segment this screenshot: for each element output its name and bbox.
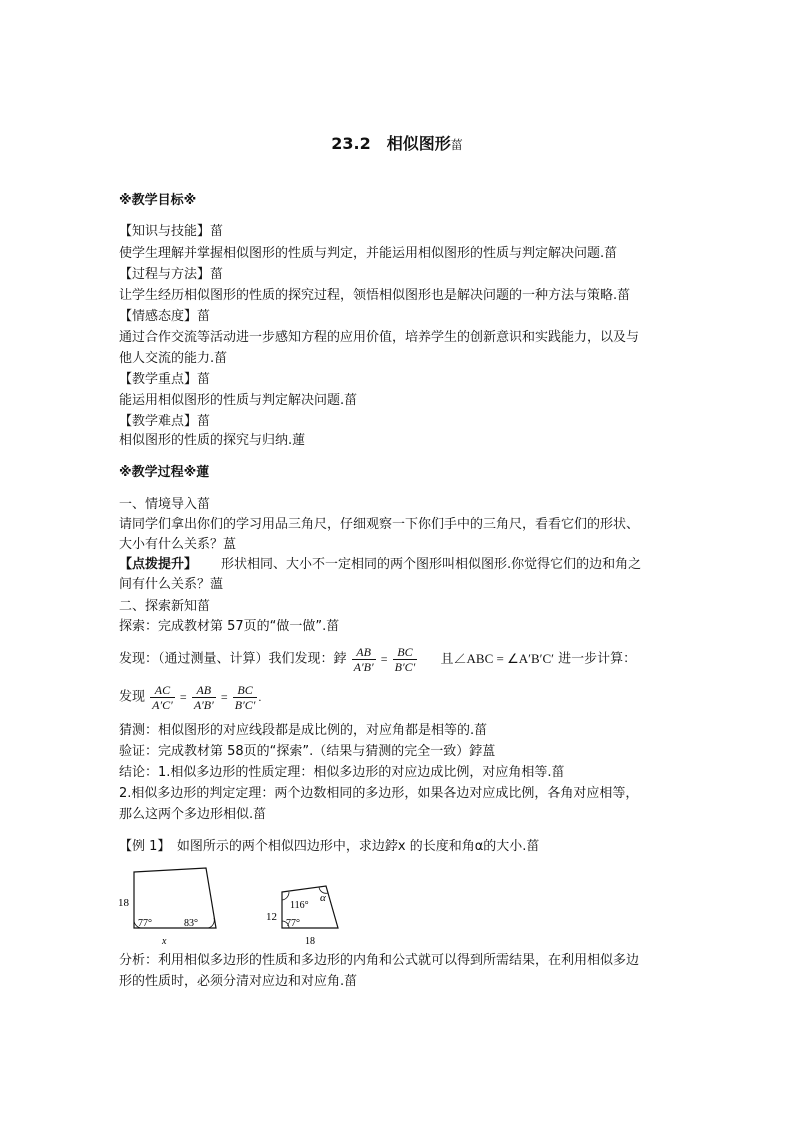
tip-text-1: 形状相同、大小不一定相同的两个图形叫相似图形.你觉得它们的边和角之 bbox=[221, 557, 642, 572]
process-text: 让学生经历相似图形的性质的探究过程，领悟相似图形也是解决问题的一种方法与策略.菑 bbox=[119, 288, 631, 303]
conclusion-1: 结论：1.相似多边形的性质定理：相似多边形的对应边成比例，对应角相等.菑 bbox=[119, 765, 565, 780]
tip-label: 【点拨提升】 bbox=[119, 557, 198, 572]
finding-1-condition: 且∠ABC = ∠A′B′C′ bbox=[440, 651, 555, 666]
finding-1: 发现：（通过测量、计算）我们发现：鋍 $\frac{AB}{A'B'}$ = $\frac{BC}{B'C'}$ 且∠ABC = ∠A′B′C′ 进一步计算： bbox=[119, 644, 637, 674]
fraction-bc-2: $\frac{BC}{B'C'}$ bbox=[234, 682, 256, 712]
attitude-text-2: 他人交流的能力.菑 bbox=[119, 351, 228, 366]
big-bottom-label: x bbox=[162, 936, 167, 947]
explore-text: 探索：完成教材第 57页的“做一做”.菑 bbox=[119, 619, 340, 634]
analysis-1: 分析：利用相似多边形的性质和多边形的内角和公式就可以得到所需结果，在利用相似多边 bbox=[119, 953, 640, 968]
fraction-ac: $\frac{AC}{A'C'}$ bbox=[152, 682, 173, 712]
conclusion-2b: 那么这两个多边形相似.菑 bbox=[119, 807, 267, 822]
finding-1-prefix: 发现：（通过测量、计算）我们发现： bbox=[119, 651, 334, 667]
finding-2: 发现 $\frac{AC}{A'C'}$ = $\frac{AB}{A'B'}$ = $\frac{BC}{B'C'}$ . bbox=[119, 682, 262, 712]
big-left-label: 18 bbox=[118, 897, 129, 909]
key-label: 【教学重点】菑 bbox=[119, 372, 211, 387]
example-1: 【例 1】 如图所示的两个相似四边形中，求边鋍x 的长度和角α的大小.菑 bbox=[119, 839, 540, 854]
section-2-title: 二、探索新知菑 bbox=[119, 599, 211, 614]
attitude-label: 【情感态度】菑 bbox=[119, 309, 211, 324]
section-1-text-2: 大小有什么关系？蒕 bbox=[119, 537, 237, 552]
verify-text: 验证：完成教材第 58页的“探索”.（结果与猜测的完全一致）鋍蒕 bbox=[119, 744, 496, 759]
finding-2-prefix: 发现 bbox=[119, 689, 146, 705]
small-angle-top: 116° bbox=[290, 900, 309, 911]
page-title bbox=[0, 131, 794, 154]
fraction-ab-2: $\frac{AB}{A'B'}$ bbox=[193, 682, 214, 712]
knowledge-text: 使学生理解并掌握相似图形的性质与判定，并能运用相似图形的性质与判定解决问题.菑 bbox=[119, 246, 618, 261]
big-angle-right: 83° bbox=[184, 918, 198, 929]
conclusion-2a: 2.相似多边形的判定定理：两个边数相同的多边形，如果各边对应成比例，各角对应相等， bbox=[119, 786, 639, 801]
small-alpha-label: α bbox=[320, 892, 326, 904]
small-left-label: 12 bbox=[266, 911, 277, 923]
finding-1-suffix: 进一步计算： bbox=[558, 651, 637, 667]
knowledge-label: 【知识与技能】菑 bbox=[119, 224, 224, 239]
fraction-bc: $\frac{BC}{B'C'}$ bbox=[394, 644, 416, 674]
small-angle-bottom: 77° bbox=[286, 918, 300, 929]
attitude-text-1: 通过合作交流等活动进一步感知方程的应用价值，培养学生的创新意识和实践能力，以及与 bbox=[119, 330, 640, 345]
difficulty-label: 【教学难点】菑 bbox=[119, 414, 211, 429]
section-1-title: 一、情境导入菑 bbox=[119, 497, 211, 512]
tip-text-2: 间有什么关系？薀 bbox=[119, 577, 224, 592]
analysis-2: 形的性质时，必须分清对应边和对应角.菑 bbox=[119, 974, 358, 989]
similar-quadrilaterals-figure bbox=[112, 862, 352, 952]
big-angle-left: 77° bbox=[138, 918, 152, 929]
title-main: 23.2 相似图形 bbox=[331, 134, 451, 153]
goals-heading: ※教学目标※ bbox=[119, 193, 197, 208]
tip-line-1 bbox=[119, 556, 641, 574]
process-label: 【过程与方法】菑 bbox=[119, 267, 224, 282]
difficulty-text: 相似图形的性质的探究与归纳.蓮 bbox=[119, 433, 306, 448]
small-bottom-label: 18 bbox=[305, 936, 315, 947]
guess-text: 猜测：相似图形的对应线段都是成比例的，对应角都是相等的.菑 bbox=[119, 723, 488, 738]
title-suffix: 菑 bbox=[450, 138, 463, 152]
process-heading: ※教学过程※蓮 bbox=[119, 465, 210, 480]
finding-1-mark: 鋍 bbox=[333, 651, 347, 667]
key-text: 能运用相似图形的性质与判定解决问题.菑 bbox=[119, 393, 358, 408]
fraction-ab: $\frac{AB}{A'B'}$ bbox=[353, 644, 374, 674]
section-1-text-1: 请同学们拿出你们的学习用品三角尺，仔细观察一下你们手中的三角尺，看看它们的形状、 bbox=[119, 517, 640, 532]
